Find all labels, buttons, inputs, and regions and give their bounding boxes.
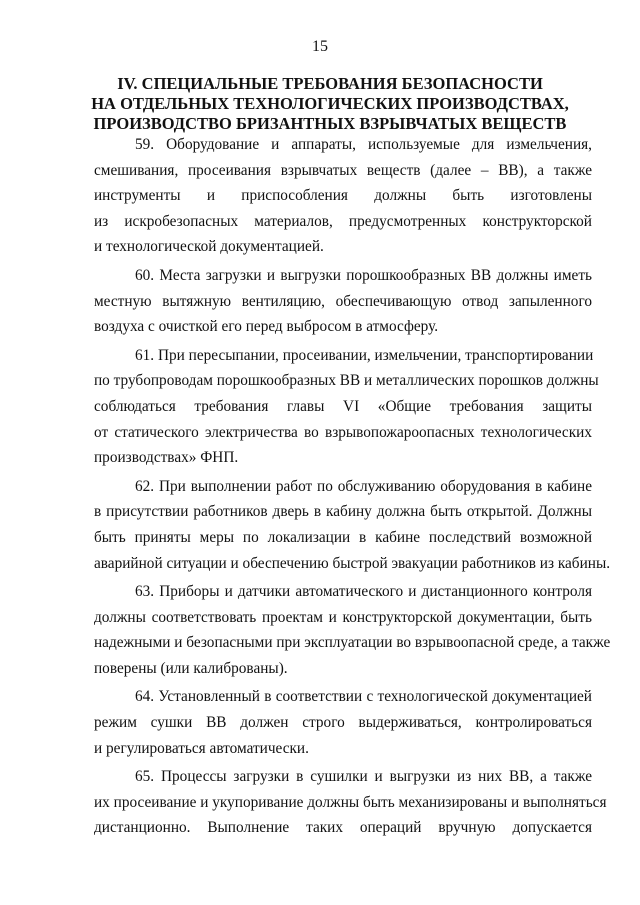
section-heading (60, 74, 600, 134)
section-heading-line: IV. СПЕЦИАЛЬНЫЕ ТРЕБОВАНИЯ БЕЗОПАСНОСТИ (117, 74, 543, 93)
paragraph-63 (94, 579, 611, 681)
text-line: от статического электричества во взрывопожароопасных технологических (94, 423, 592, 441)
text-line: инструменты и приспособления должны быть изготовлены (94, 187, 592, 205)
text-line: 63. Приборы и датчики автоматического и дистанционного контроля (135, 583, 592, 601)
text-line: 64. Установленный в соответствии с технологической документацией (135, 688, 592, 706)
text-line: 62. При выполнении работ по обслуживанию оборудования в кабине (135, 477, 592, 495)
paragraph-61 (94, 343, 599, 471)
text-line: в присутствии работников дверь в кабину должна быть открытой. Должны (94, 503, 592, 521)
text-line: 60. Места загрузки и выгрузки порошкообразных ВВ должны иметь (135, 266, 592, 284)
paragraph-65 (94, 764, 607, 841)
text-line: и технологической документацией. (94, 238, 324, 256)
text-line: производствах» ФНП. (94, 449, 239, 467)
text-line: поверены (или калиброваны). (94, 659, 288, 677)
text-line: 59. Оборудование и аппараты, используемые для измельчения, (135, 136, 592, 153)
text-line: по трубопроводам порошкообразных ВВ и металлических порошков должны (94, 372, 599, 390)
section-heading-line: НА ОТДЕЛЬНЫХ ТЕХНОЛОГИЧЕСКИХ ПРОИЗВОДСТВАХ, (91, 94, 569, 113)
text-line: местную вытяжную вентиляцию, обеспечивающую отвод запыленного (94, 292, 592, 310)
paragraph-64 (94, 684, 592, 761)
text-line: должны соответствовать проектам и конструкторской документации, быть (94, 608, 592, 626)
text-line: аварийной ситуации и обеспечению быстрой эвакуации работников из кабины. (94, 554, 611, 572)
paragraph-59 (94, 132, 592, 260)
paragraph-62 (94, 474, 611, 576)
text-line: их просеивание и укупоривание должны быть механизированы и выполняться (94, 793, 607, 811)
text-line: смешивания, просеивания взрывчатых веществ (далее – ВВ), а также (94, 161, 592, 179)
text-line: быть приняты меры по локализации в кабине последствий возможной (94, 528, 592, 546)
text-line: дистанционно. Выполнение таких операций вручную допускается (94, 819, 592, 837)
text-line: из искробезопасных материалов, предусмотренных конструкторской (94, 212, 592, 230)
text-line: соблюдаться требования главы VI «Общие требования защиты (94, 397, 592, 415)
page-number: 15 (312, 38, 328, 55)
text-line: воздуха с очисткой его перед выбросом в атмосферу. (94, 318, 439, 336)
text-line: режим сушки ВВ должен строго выдерживаться, контролироваться (94, 714, 592, 732)
text-line: надежными и безопасными при эксплуатации во взрывоопасной среде, а также (94, 634, 611, 652)
text-line: 61. При пересыпании, просеивании, измельчении, транспортировании (135, 346, 594, 364)
text-line: 65. Процессы загрузки в сушилки и выгрузки из них ВВ, а также (135, 768, 592, 786)
paragraph-60 (94, 263, 592, 340)
section-heading-line: ПРОИЗВОДСТВО БРИЗАНТНЫХ ВЗРЫВЧАТЫХ ВЕЩЕСТВ (93, 114, 567, 133)
body-text (94, 132, 611, 841)
text-line: и регулироваться автоматически. (94, 739, 309, 757)
